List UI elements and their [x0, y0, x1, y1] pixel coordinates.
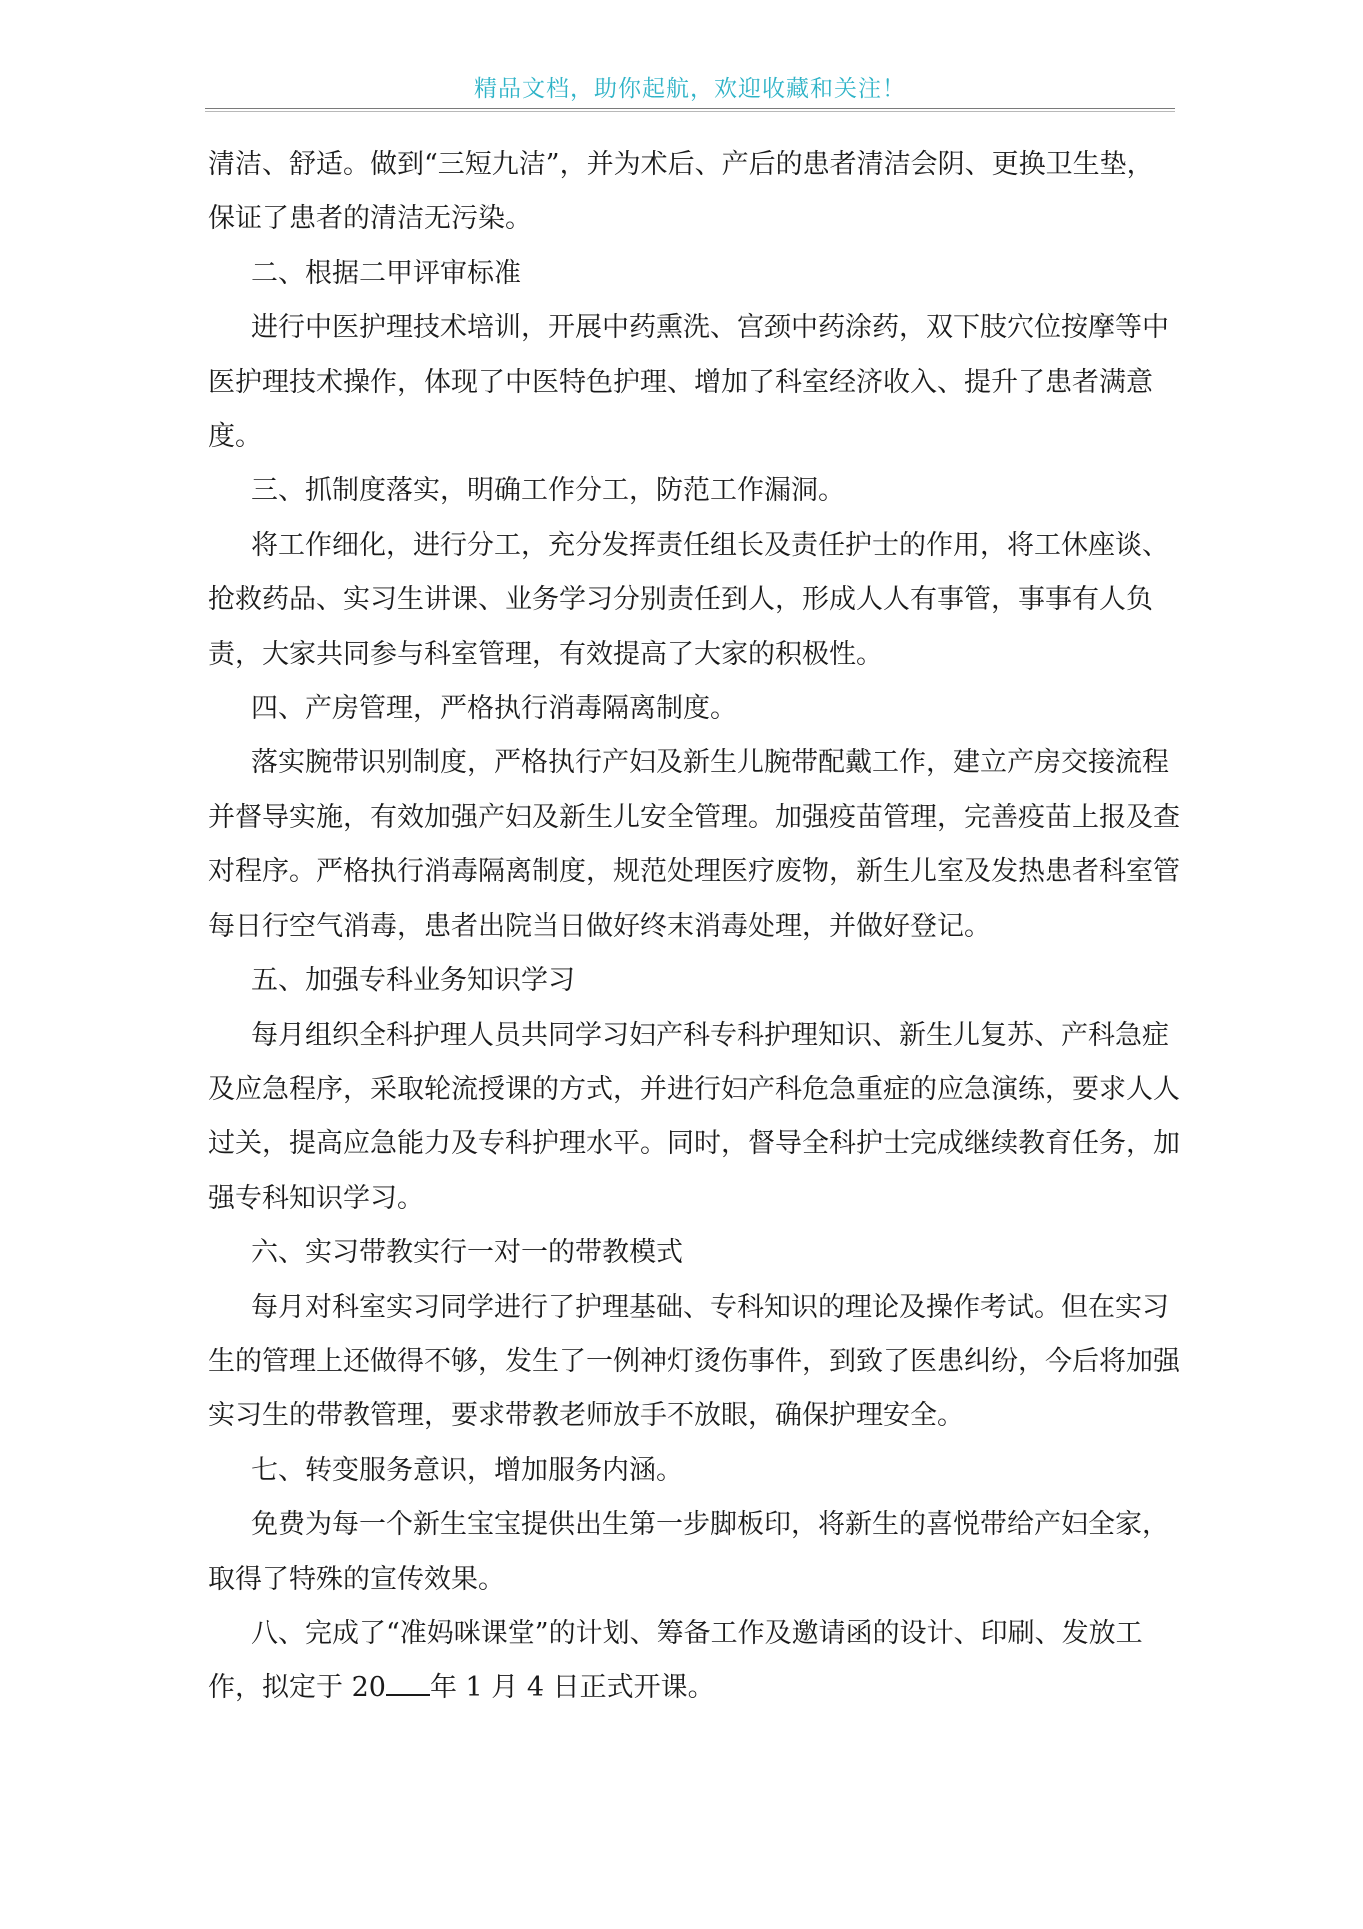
paragraph-4: 落实腕带识别制度，严格执行产妇及新生儿腕带配戴工作，建立产房交接流程并督导实施，有效加强产妇及新生儿安全管理。加强疫苗管理，完善疫苗上报及查对程序。严格执行消毒隔离制度，规范处理医疗废物，新生儿室及发热患者科室管每日行空气消毒，患者出院当日做好终末消毒处理，并做好登记。 [208, 747, 1180, 942]
document-body [208, 138, 1180, 1716]
paragraph-1: 清洁、舒适。做到“三短九洁”，并为术后、产后的患者清洁会阴、更换卫生垫，保证了患者的清洁无污染。 [208, 149, 1154, 235]
section-heading-3: 三、抓制度落实，明确工作分工，防范工作漏洞。 [251, 475, 845, 507]
section-heading-5: 五、加强专科业务知识学习 [251, 965, 575, 997]
section-8-text-after: 年 1 月 4 日正式开课。 [429, 1672, 715, 1704]
paragraph-5: 每月组织全科护理人员共同学习妇产科专科护理知识、新生儿复苏、产科急症及应急程序，采取轮流授课的方式，并进行妇产科危急重症的应急演练，要求人人过关，提高应急能力及专科护理水平。同时，督导全科护士完成继续教育任务，加强专科知识学习。 [208, 1019, 1180, 1214]
paragraph-7: 免费为每一个新生宝宝提供出生第一步脚板印，将新生的喜悦带给产妇全家，取得了特殊的宣传效果。 [208, 1509, 1169, 1595]
section-heading-6: 六、实习带教实行一对一的带教模式 [251, 1237, 683, 1269]
header-divider [205, 108, 1175, 112]
section-heading-2: 二、根据二甲评审标准 [251, 257, 521, 289]
paragraph-3: 将工作细化，进行分工，充分发挥责任组长及责任护士的作用，将工休座谈、抢救药品、实习生讲课、业务学习分别责任到人，形成人人有事管，事事有人负责，大家共同参与科室管理，有效提高了大家的积极性。 [208, 529, 1169, 670]
section-heading-4: 四、产房管理，严格执行消毒隔离制度。 [251, 693, 737, 725]
section-heading-7: 七、转变服务意识，增加服务内涵。 [251, 1454, 683, 1486]
page-header: 精品文档，助你起航，欢迎收藏和关注！ [474, 76, 906, 102]
section-8-text-before: 八、完成了“准妈咪课堂”的计划、筹备工作及邀请函的设计、印刷、发放工作，拟定于 20 [208, 1617, 1143, 1704]
year-blank-underline [386, 1672, 430, 1696]
paragraph-6: 每月对科室实习同学进行了护理基础、专科知识的理论及操作考试。但在实习生的管理上还做得不够，发生了一例神灯烫伤事件，到致了医患纠纷，今后将加强实习生的带教管理，要求带教老师放手不放眼，确保护理安全。 [208, 1291, 1180, 1432]
paragraph-2: 进行中医护理技术培训，开展中药熏洗、宫颈中药涂药，双下肢穴位按摩等中医护理技术操作，体现了中医特色护理、增加了科室经济收入、提升了患者满意度。 [208, 312, 1169, 453]
section-heading-8 [208, 1607, 1180, 1716]
